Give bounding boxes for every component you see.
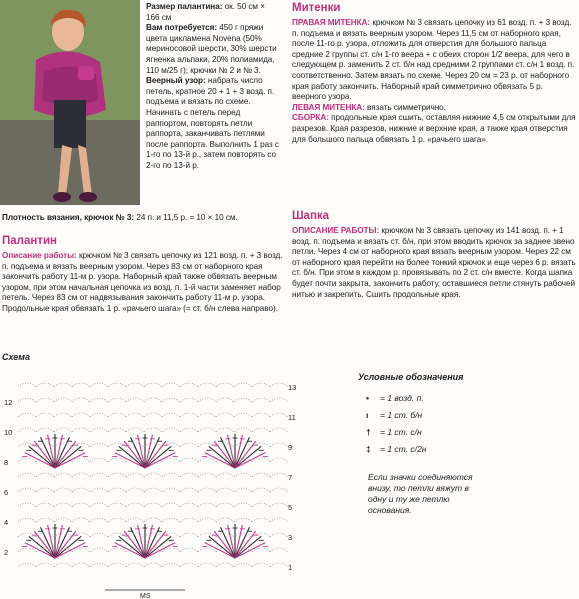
chain-arc [180,563,198,567]
chain-arc [234,473,252,477]
legend-item [366,441,566,458]
chain-arc [162,383,180,387]
chain-arc [54,533,72,537]
chain-arc [18,458,36,462]
chain-arc [216,503,234,507]
chain-arc [18,383,36,387]
chain-arc [162,398,180,402]
chain-arc [180,413,198,417]
hat-desc-label: ОПИСАНИЕ РАБОТЫ: [292,226,380,235]
chain-arc [18,563,36,567]
hat-title: Шапка [292,210,330,222]
chain-arc [180,383,198,387]
chain-arc [216,563,234,567]
chain-arc [270,458,288,462]
chain-arc [18,488,36,492]
chain-arc [54,518,72,522]
chain-arc [216,518,234,522]
row-number: 8 [4,458,9,467]
chain-arc [144,563,162,567]
legend-text: = 1 ст. с/н [380,427,422,437]
legend-item [366,424,566,441]
chain-arc [18,398,36,402]
chain-arc [126,518,144,522]
fan-value: набрать число петель, кратное 20 + 1 + 3 возд. п. подъема и вязать по схеме. Начинать с петель перед раппортом, повторять петли раппорта, заканчивать петлями после раппорта. Выполнить 1 раз с 1-го по 13-й р., затем повторять со 2-го по 13-й р. [146,76,279,170]
chain-arc [90,473,108,477]
chain-arc [144,413,162,417]
chain-arc [216,383,234,387]
chain-arc [234,428,252,432]
chain-arc [180,503,198,507]
chain-arc [198,548,216,552]
chain-arc [216,473,234,477]
chain-arc [90,443,108,447]
chain-arc [144,398,162,402]
chain-arc [54,398,72,402]
palantin-desc-label: Описание работы: [2,251,77,260]
chain-arc [144,473,162,477]
chain-arc [18,503,36,507]
chain-arc [108,563,126,567]
assembly-value: продольные края сшить, оставляя нижние 4,5 см открытыми для разрезов. Края разрезов, нижние и верхние края, а также края отверстия для большого пальца обвязать 1 р. «рачьего шага». [292,113,576,144]
chain-arc [180,398,198,402]
hat-desc-value: крючком № 3 связать цепочку из 141 возд. п. + 1 возд. п. подъема и вязать ст. б/н, при этом вводить крючок за заднее звено петли. Через 4 см от наборного края вязать веерным узором. Через 22 см от наборного края перейти на более тонкий крючок и еще через 6 р. вязать ст. б/н. При этом в каждом р. провязывать по 2 ст. с/н вместе. Когда шапка будет почти закрыта, закончить работу, оставшиеся петли стянуть рабочей нитью и закрепить. Сшить продольные края. [292,226,576,299]
legend-symbol: • [366,393,369,403]
legend-symbol: ı [366,410,369,420]
chain-arc [72,428,90,432]
chain-arc [180,458,198,462]
chain-arc [72,413,90,417]
chain-arc [180,473,198,477]
chain-arc [180,533,198,537]
chain-arc [270,413,288,417]
chain-arc [162,503,180,507]
chain-arc [54,488,72,492]
chain-arc [198,428,216,432]
legend-symbol: † [366,427,371,437]
chain-arc [162,518,180,522]
legend-symbol: ‡ [366,444,371,454]
chain-arc [234,503,252,507]
chain-arc [252,518,270,522]
chain-arc [36,413,54,417]
legend-text: = 1 ст. б/н [380,410,423,420]
chain-arc [72,473,90,477]
chain-arc [144,503,162,507]
chain-arc [216,428,234,432]
row-number: 4 [4,518,9,527]
chain-arc [72,383,90,387]
chain-arc [144,383,162,387]
chain-arc [126,413,144,417]
chain-arc [180,443,198,447]
chain-arc [18,548,36,552]
chain-arc [126,398,144,402]
chain-arc [18,473,36,477]
right-mitt-value: крючком № 3 связать цепочку из 61 возд. п. + 3 возд. п. подъема и вязать веерным узором. Через 11,5 см от наборного края, после 11-го р. узора, отложить для отверстия для большого пальца средние 2 группы ст. с/н 1-го веера + с обеих сторон 1/2 веера, для чего в следующем р. заменить 2 ст. б/н над средними 2 группами ст. с/н 1 возд. п. соответственно. Затем вязать по схеме. Через 20 см = 23 р. от наборного края работу закончить. Наборный край симметрично обвязать 5 р. веерного узора. [292,18,575,102]
chain-arc [198,413,216,417]
materials-value: 450 г пряжи цвета цикламена Novena (50% мериносовой шерсти, 30% шерсти ягненка альпаки, 20% полиамида, 110 м/25 г); крючки № 2 и № 3. [146,23,277,75]
row-number: 3 [288,533,293,542]
chain-arc [270,563,288,567]
row-number: 5 [288,503,293,512]
mitts-text [292,18,576,145]
chain-arc [234,398,252,402]
chain-arc [270,533,288,537]
palantin-desc-value: крючком № 3 связать цепочку из 121 возд. п. + 3 возд. п. подъема и вязать веерным узором. Через 83 см от наборного края закончить работу 11-м р. узора. Наборный край также обвязать веерным узором, при этом начальная цепочка из возд. п. 1-й части заменяет набор петель. Через 83 см от надвязывания закончить работу 11-м р. узора. Продольные края обвязать 1 р. «рачьего шага» (= ст. б/н слева направо). [2,251,283,313]
chain-arc [72,518,90,522]
chain-arc [162,473,180,477]
chain-arc [72,503,90,507]
gauge-label: Плотность вязания, крючок № 3: [2,213,135,222]
chain-arc [126,563,144,567]
chain-arc [144,443,162,447]
chain-arc [18,518,36,522]
chain-arc [198,398,216,402]
chain-arc [270,488,288,492]
chain-arc [252,488,270,492]
chain-arc [108,398,126,402]
intro-text [146,2,280,172]
chain-arc [108,413,126,417]
chain-arc [108,488,126,492]
legend-list [366,390,566,458]
size-label: Размер палантина: [146,2,223,11]
chain-arc [252,473,270,477]
chain-arc [252,503,270,507]
chain-arc [162,563,180,567]
row-number: 7 [288,473,293,482]
legend-item [366,390,566,407]
chain-arc [180,488,198,492]
chain-arc [72,398,90,402]
row-number: 2 [4,548,9,557]
chain-arc [54,503,72,507]
legend-text: = 1 возд. п. [380,393,424,403]
chain-arc [180,428,198,432]
chain-arc [126,503,144,507]
palantin-text [2,251,287,315]
gauge-value: 24 п. и 11,5 р. = 10 × 10 см. [136,213,238,222]
chain-arc [108,503,126,507]
chain-arc [18,413,36,417]
row-number: 9 [288,443,293,452]
legend-title: Условные обозначения [358,372,464,382]
left-mitt-label: ЛЕВАЯ МИТЕНКА: [292,102,365,112]
chain-arc [252,428,270,432]
size-value: ок. 50 см × 166 см [146,2,265,22]
chain-arc [90,518,108,522]
chain-arc [54,443,72,447]
chain-arc [126,383,144,387]
chain-arc [234,383,252,387]
chain-arc [270,443,288,447]
chain-arc [108,473,126,477]
chain-arc [216,413,234,417]
chain-arc [234,413,252,417]
chain-arc [252,383,270,387]
chain-arc [252,548,270,552]
chain-arc [36,488,54,492]
palantin-title: Палантин [2,235,57,247]
chain-arc [216,398,234,402]
legend-item [366,407,566,424]
crochet-chart [0,362,310,599]
right-mitt-label: ПРАВАЯ МИТЕНКА: [292,18,371,27]
chain-arc [36,518,54,522]
chain-arc [270,473,288,477]
legend-note: Если значки соединяются внизу, то петли вяжут в одну и ту же петлю основания. [368,472,473,515]
chain-arc [36,383,54,387]
chain-arc [270,503,288,507]
chain-arc [270,548,288,552]
chain-arc [252,398,270,402]
chain-arc [198,458,216,462]
chain-arc [198,473,216,477]
chain-arc [162,458,180,462]
model-illustration [0,0,140,205]
chain-arc [90,533,108,537]
chain-arc [36,428,54,432]
chain-arc [234,518,252,522]
assembly-label: СБОРКА: [292,113,329,123]
chain-arc [144,533,162,537]
repeat-label: MS [140,593,151,599]
chain-arc [72,488,90,492]
chain-arc [90,398,108,402]
chain-arc [54,563,72,567]
row-number: 13 [288,383,297,392]
chain-arc [270,518,288,522]
chain-arc [90,488,108,492]
gauge-line [2,213,287,224]
row-number: 10 [4,428,13,437]
chain-arc [54,428,72,432]
chain-arc [18,428,36,432]
materials-label: Вам потребуется: [146,23,217,33]
chain-arc [54,413,72,417]
chain-arc [36,398,54,402]
hat-text [292,226,576,300]
left-mitt-value: вязать симметрично. [367,102,446,112]
chain-arc [126,488,144,492]
chain-arc [234,488,252,492]
chain-arc [36,563,54,567]
chain-arc [108,383,126,387]
chain-arc [270,428,288,432]
chain-arc [252,413,270,417]
model-photo [0,0,140,205]
chain-arc [162,488,180,492]
chain-arc [90,503,108,507]
chain-arc [90,458,108,462]
chain-arc [198,488,216,492]
chain-arc [180,518,198,522]
chain-arc [54,473,72,477]
chain-arc [90,563,108,567]
chain-arc [162,548,180,552]
mitts-title: Митенки [292,2,341,14]
chain-arc [144,488,162,492]
chain-arc [108,428,126,432]
chain-arc [126,428,144,432]
chain-arc [270,398,288,402]
chain-arc [108,548,126,552]
chain-arc [198,503,216,507]
chain-arc [270,383,288,387]
legend-text: = 1 ст. с/2н [380,444,427,454]
chain-arc [162,428,180,432]
chain-arc [36,503,54,507]
chain-arc [126,473,144,477]
chain-arc [198,563,216,567]
chain-arc [162,413,180,417]
chain-arc [144,518,162,522]
chain-arc [90,548,108,552]
chart-title: Схема [2,352,30,362]
chain-arc [54,383,72,387]
chain-arc [90,383,108,387]
row-number: 11 [288,413,296,422]
chain-arc [180,548,198,552]
chain-arc [252,458,270,462]
chain-arc [252,563,270,567]
chain-arc [234,443,252,447]
chain-arc [198,518,216,522]
chain-arc [72,548,90,552]
chain-arc [216,488,234,492]
chain-arc [108,518,126,522]
chain-arc [234,563,252,567]
chain-arc [36,473,54,477]
chain-arc [108,458,126,462]
chain-arc [198,383,216,387]
chain-arc [90,428,108,432]
row-number: 1 [288,563,293,572]
fan-label: Веерный узор: [146,76,206,86]
row-number: 6 [4,488,9,497]
chain-arc [234,533,252,537]
chain-arc [144,428,162,432]
row-number: 12 [4,398,13,407]
chain-arc [90,413,108,417]
chain-arc [72,563,90,567]
chain-arc [72,458,90,462]
